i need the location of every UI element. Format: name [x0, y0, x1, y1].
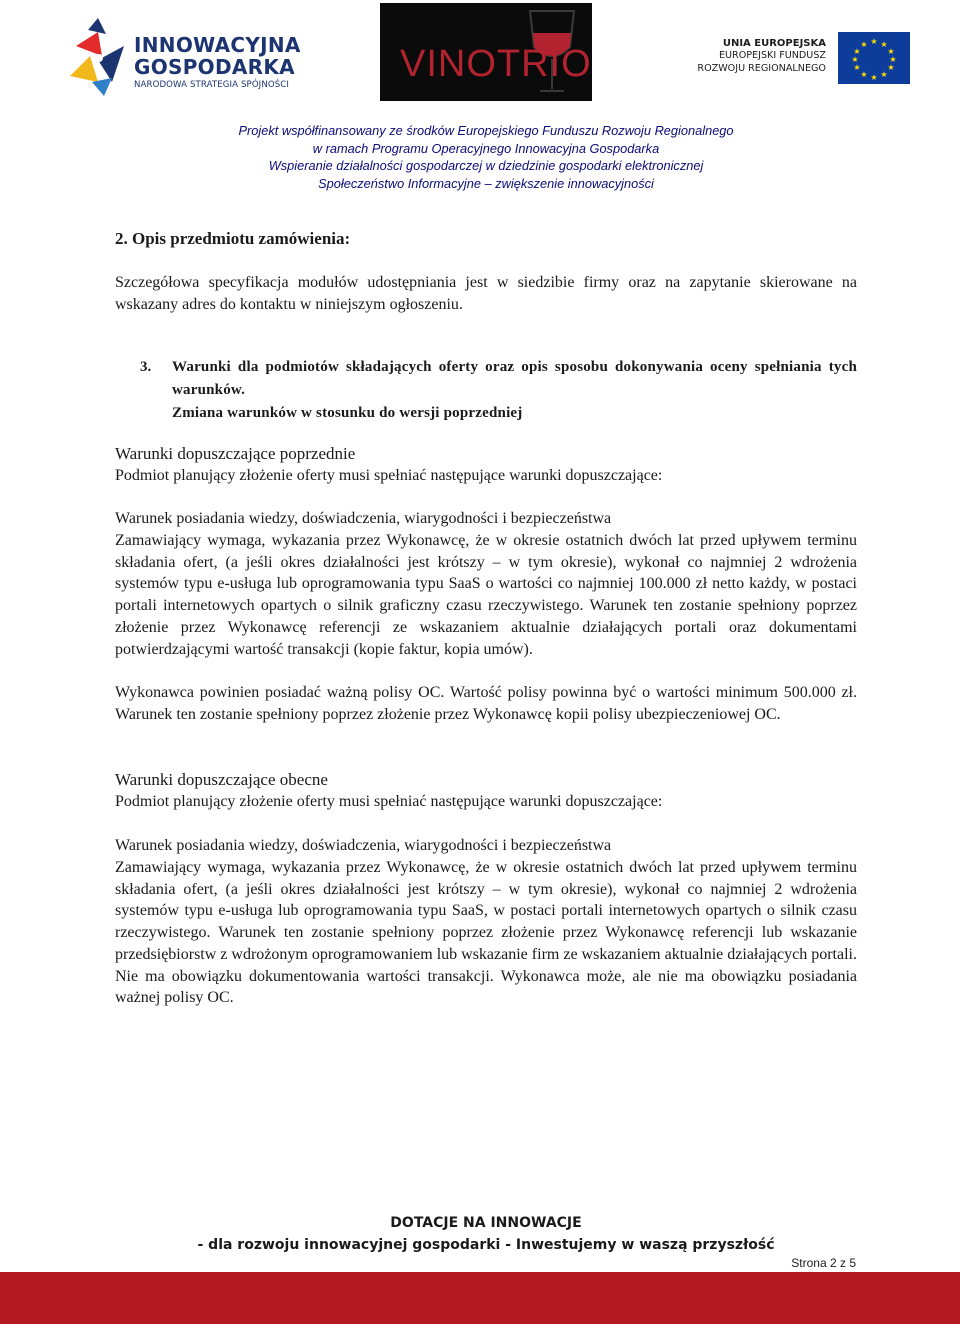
previous-conditions-title: Warunki dopuszczające poprzednie: [115, 444, 356, 463]
project-line: Społeczeństwo Informacyjne – zwiększenie innowacyjności: [318, 175, 654, 191]
change-note: Zmiana warunków w stosunku do wersji poprzedniej: [172, 405, 523, 421]
svg-text:★: ★: [887, 47, 895, 56]
previous-insurance-text: Wykonawca powinien posiadać ważną polisy OC. Wartość polisy powinna być o wartości minimum 500.000 zł. Warunek ten zostanie spełniony poprzez złożenie przez Wykonawcę kopii polisy ubezpieczeniowej OC.: [115, 684, 857, 723]
ig-logo-title: INNOWACYJNA GOSPODARKA: [134, 33, 301, 79]
current-intro: Podmiot planujący złożenie oferty musi spełniać następujące warunki dopuszczające:: [115, 793, 663, 810]
project-line: Projekt współfinansowany ze środków Europejskiego Funduszu Rozwoju Regionalnego: [238, 123, 734, 138]
svg-text:★: ★: [860, 40, 868, 49]
innowacyjna-gospodarka-logo: [68, 16, 308, 98]
svg-text:★: ★: [853, 63, 861, 72]
footer-slogan: [0, 1212, 960, 1256]
svg-text:★: ★: [870, 73, 878, 82]
section-3-item: [140, 356, 857, 402]
svg-text:★: ★: [880, 40, 888, 49]
footer-line-2: - dla rozwoju innowacyjnej gospodarki - Inwestujemy w waszą przyszłość: [197, 1237, 775, 1253]
svg-text:★: ★: [870, 37, 878, 46]
section-3-number: 3.: [140, 359, 152, 375]
current-conditions-title: Warunki dopuszczające obecne: [115, 770, 328, 789]
current-condition-title: Warunek posiadania wiedzy, doświadczenia, wiarygodności i bezpieczeństwa: [115, 837, 612, 854]
ig-logo-subtitle: NARODOWA STRATEGIA SPÓJNOŚCI: [134, 80, 290, 90]
svg-text:★: ★: [860, 70, 868, 79]
project-info: [0, 122, 960, 192]
svg-text:★: ★: [889, 55, 897, 64]
section-2-heading: 2. Opis przedmiotu zamówienia:: [115, 229, 351, 248]
footer-line-1: DOTACJE NA INNOWACJE: [390, 1215, 582, 1231]
project-line: w ramach Programu Operacyjnego Innowacyjna Gospodarka: [312, 140, 660, 156]
section-3-heading: Warunki dla podmiotów składających oferty oraz opis sposobu dokonywania oceny spełniania tych warunków.: [172, 359, 857, 398]
previous-intro: Podmiot planujący złożenie oferty musi spełniać następujące warunki dopuszczające:: [115, 467, 663, 484]
svg-text:★: ★: [880, 70, 888, 79]
previous-condition-text: Zamawiający wymaga, wykazania przez Wykonawcę, że w okresie ostatnich dwóch lat przed upływem terminu składania ofert, (a jeśli okres działalności jest krótszy – w tym okresie), wykonał co najmniej 2 wdrożenia systemów typu e-usługa lub oprogramowania typu SaaS o wartości co najmniej 100.000 zł netto każdy, w postaci portali internetowych opartych o silnik graficzny czasu rzeczywistego. Warunek ten zostanie spełniony poprzez złożenie przez Wykonawcę referencji ze wskazaniem aktualnie działających portali oraz dokumentami potwierdzającymi wartość transakcji (kopie faktur, kopia umów).: [115, 532, 857, 658]
project-line: Wspieranie działalności gospodarczej w dziedzinie gospodarki elektronicznej: [268, 158, 704, 173]
svg-text:★: ★: [887, 63, 895, 72]
previous-condition-title: Warunek posiadania wiedzy, doświadczenia, wiarygodności i bezpieczeństwa: [115, 510, 612, 527]
eu-logo: [697, 30, 910, 88]
svg-text:★: ★: [851, 55, 859, 64]
current-condition-text: Zamawiający wymaga, wykazania przez Wykonawcę, że w okresie ostatnich dwóch lat przed upływem terminu składania ofert, (a jeśli okres działalności jest krótszy – w tym okresie), wykonał co najmniej 2 wdrożenia systemów typu e-usługa lub oprogramowania typu SaaS, w postaci portali internetowych opartych o silnik czasu rzeczywistego. Warunek ten zostanie spełniony poprzez złożenie przez Wykonawcę referencji lub wskazanie przedsiębiorstw z wdrożonym oprogramowaniem lub wskazanie firm ze wskazaniem aktualnie działających portali. Nie ma obowiązku dokumentowania wartości transakcji. Wykonawca może, ale nie ma obowiązku posiadania ważnej polisy OC.: [115, 859, 857, 1007]
vinotrio-wordmark: VINOTRIO: [400, 43, 592, 85]
ig-star-icon: [68, 16, 130, 98]
page-number: Strona 2 z 5: [791, 1256, 856, 1270]
eu-flag-icon: [838, 32, 910, 84]
footer-red-bar: [0, 1272, 960, 1324]
vinotrio-logo: [380, 3, 592, 101]
svg-text:★: ★: [853, 47, 861, 56]
eu-logo-text: UNIA EUROPEJSKA EUROPEJSKI FUNDUSZ ROZWOJU REGIONALNEGO: [697, 38, 826, 74]
section-2-text: Szczegółowa specyfikacja modułów udostępniania jest w siedzibie firmy oraz na zapytanie skierowane na wskazany adres do kontaktu w niniejszym ogłoszeniu.: [115, 274, 857, 313]
